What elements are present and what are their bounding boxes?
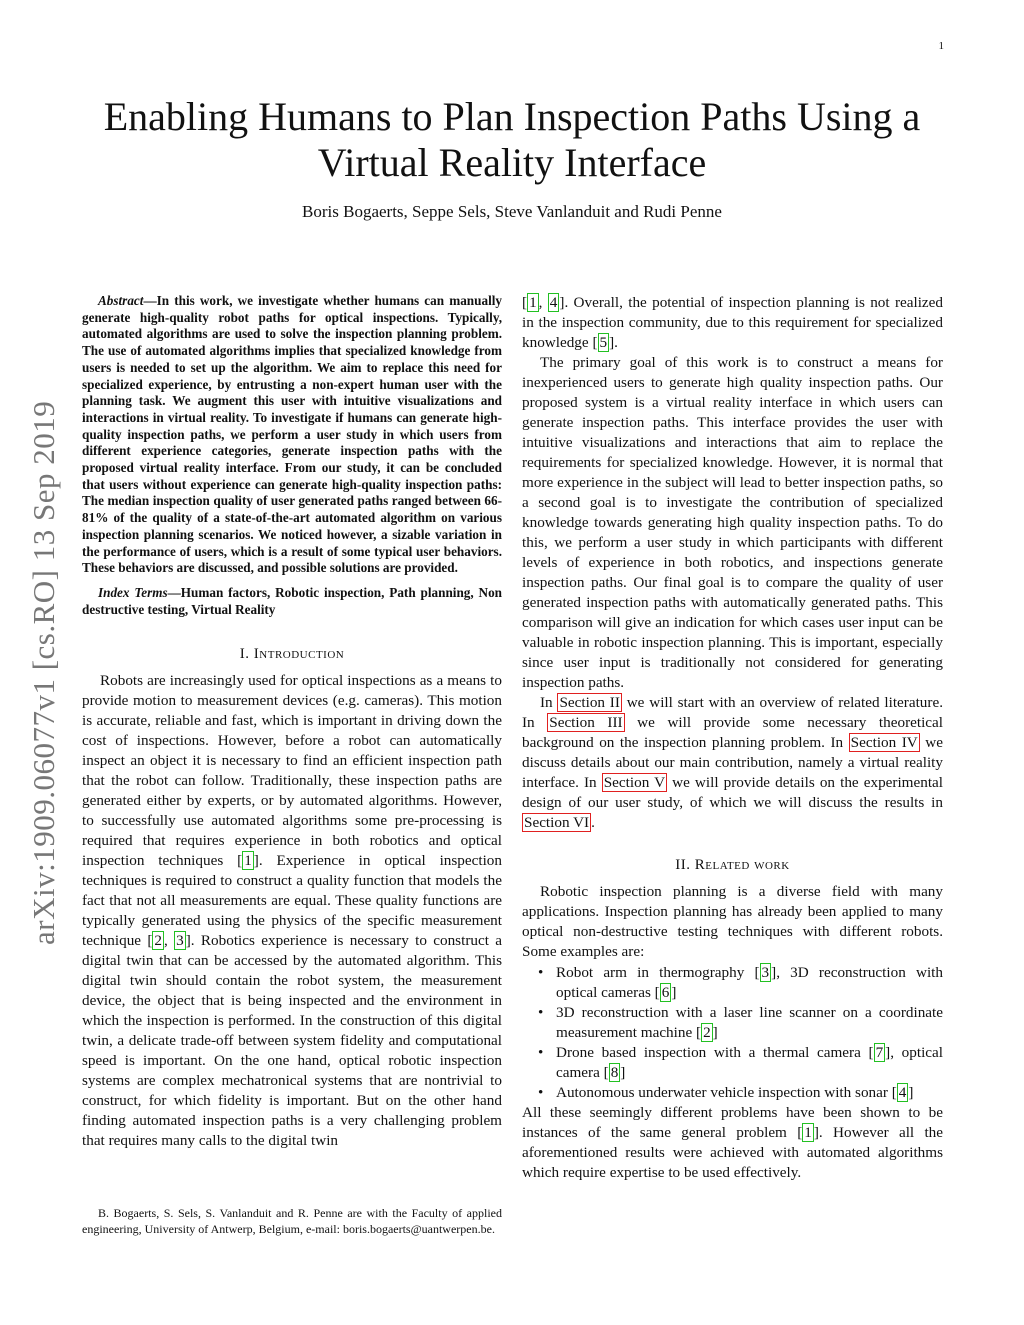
- citation-link[interactable]: 1: [529, 294, 537, 311]
- examples-list: [522, 963, 943, 1103]
- intro-paragraph-1-continued: [ 1 , 4 ]. Overall, the potential of inspection planning is not realized in the inspection community, due to this requirement for specialized knowledge [ 5 ].: [522, 294, 943, 351]
- bullet-icon: •: [538, 1084, 544, 1101]
- text-run: . Overall, the potential of inspection planning is not realized in the inspection community, due to this requirement for specialized knowledge: [522, 294, 943, 351]
- section-link[interactable]: Section II: [559, 694, 620, 711]
- bullet-icon: •: [538, 1044, 544, 1061]
- text-run: we discuss details about our main contribution, namely a virtual reality interface. In: [522, 734, 943, 791]
- arxiv-stamp: arXiv:1909.06077v1 [cs.RO] 13 Sep 2019: [26, 400, 61, 945]
- text-run: we will provide some necessary theoretical background on the inspection planning problem. In: [522, 714, 944, 751]
- section-link[interactable]: Section III: [549, 714, 623, 731]
- text-run: Drone based inspection with a thermal camera: [556, 1044, 869, 1061]
- abstract-label: Abstract: [98, 293, 144, 308]
- index-terms-label: Index Terms: [98, 584, 168, 600]
- page-number: 1: [938, 40, 944, 52]
- section-heading-introduction: [82, 646, 502, 663]
- abstract-text: —In this work, we investigate whether humans can manually generate high-quality robot paths for optical inspections. Typically, automated algorithms are used to solve the inspection planning problem. The use of automated algorithms implies that specialized knowledge from users is needed to set up the algorithm. We aim to replace this need for specialized experience, by entrusting a non-expert human user with the planning task. We augment this user with intuitive visualizations and interactions in virtual reality. To investigate if humans can generate high-quality inspection paths, we perform a user study in which users from different experience categories, generate inspection paths with the proposed virtual reality interface. From our study, it can be concluded that users without experience can generate high-quality inspection paths: The median inspection quality of user generated paths ranged between 66-81% of the quality of a state-of-the-art automated algorithm on various inspection planning scenarios. We noticed however, a sizable variation in the performance of users, which is a result of some typical user behaviors. These behaviors are discussed, and possible solutions are provided.: [82, 293, 502, 576]
- section-link[interactable]: Section IV: [850, 734, 918, 751]
- citation-link[interactable]: 2: [154, 932, 163, 950]
- bullet-icon: •: [538, 1004, 544, 1021]
- citation-link[interactable]: 4: [549, 294, 558, 311]
- title-block: [60, 94, 964, 222]
- text-run: . Experience in optical inspection techniques is required to construct a quality function that models the fact that not all measurements are equal. These quality functions are typically generated using the physics of the specific measurement technique: [82, 852, 502, 950]
- section-link[interactable]: Section VI: [524, 814, 590, 831]
- related-paragraph-1: Robotic inspection planning is a diverse field with many applications. Inspection planning has already been applied to many optical non-destructive testing techniques with different robots. Some examples are:: [522, 883, 943, 960]
- section-heading-related-work: [522, 857, 943, 874]
- text-run: we will provide details on the experimental design of our user study, of which we will discuss the results in: [522, 774, 944, 811]
- section-title: Related work: [694, 857, 790, 873]
- text-run: , 3D reconstruction with optical cameras: [556, 964, 943, 1001]
- text-run: . Robotics experience is necessary to construct a digital twin that can be accessed by the automated algorithm. This digital twin should contain the robot system, the measurement device, the object that is being inspected and the environment in which the inspection is performed. In the construction of this digital twin, a delicate trade-off between system fidelity and computational speed is important. On the one hand, optical robotic inspection systems are complex mechatronical systems that are nontrivial to construct, for which fidelity is important. But on the other hand finding automated inspection paths is a very challenging problem that requires many calls to the digital twin: [82, 932, 502, 1150]
- right-column: [522, 293, 943, 1183]
- text-run: In: [540, 694, 558, 711]
- text-run: , optical camera: [556, 1044, 944, 1081]
- citation-link[interactable]: 1: [804, 1124, 812, 1141]
- text-run: . However all the aforementioned results were achieved with automated algorithms which require expertise to be used effectively.: [522, 1124, 943, 1181]
- text-run: Robots are increasingly used for optical inspections as a means to provide motion to measurement devices (e.g. cameras). This motion is accurate, reliable and fast, which is important in driving down the cost of inspections. However, before a robot can automatically inspect an object it is necessary to find an efficient inspection path that the robot can follow. Traditionally, these inspection paths are generated either by experts, or by automated algorithms. However, to successfully use automated algorithms some pre-processing is required that requires experience in both robotics and optical inspection techniques: [82, 672, 502, 870]
- paper-title: Enabling Humans to Plan Inspection Paths Using a Virtual Reality Interface: [103, 94, 921, 185]
- section-title: Introduction: [253, 646, 345, 663]
- section-link[interactable]: Section V: [603, 774, 666, 791]
- citation-link[interactable]: 1: [244, 852, 252, 870]
- intro-paragraph-2: The primary goal of this work is to construct a means for inexperienced users to generate high quality inspection paths. Our proposed system is a virtual reality interface in which users can generate inspection paths. This interface provides the user with intuitive visualizations and interactions that aim to replace the requirements for specialized knowledge. However, it is normal that more experience in the subject will lead to better inspection paths, so a second goal is to investigate the contribution of specialized knowledge towards generating high quality inspection paths. To do this, we perform a user study in which participants with different levels of experience in both robotics, and inspections generate inspection paths. Our final goal is to compare the quality of user generated inspection paths with automatically generated paths. This comparison will give an indication for which cases user input can be valuable in robotic inspection planning. This is important, especially since user input is traditionally not considered for generating inspection paths.: [522, 354, 943, 691]
- index-terms: [82, 585, 502, 618]
- citation-link[interactable]: 6: [661, 984, 670, 1001]
- intro-paragraph-3: [522, 693, 943, 833]
- author-affiliation-footnote: B. Bogaerts, S. Sels, S. Vanlanduit and R. Penne are with the Faculty of applied engineering, University of Antwerp, Belgium, e-mail: boris.bogaerts@uantwerpen.be.: [82, 1206, 502, 1236]
- text-run: .: [614, 334, 618, 351]
- list-item: • 3D reconstruction with a laser line scanner on a coordinate measurement machine [ 2 ]: [538, 1004, 943, 1041]
- bullet-icon: •: [538, 964, 544, 981]
- citation-link[interactable]: 3: [761, 964, 770, 981]
- list-item: • Autonomous underwater vehicle inspection with sonar [ 4 ]: [538, 1084, 914, 1101]
- text-run: we will start with an overview of related literature. In: [522, 694, 943, 731]
- related-paragraph-2: All these seemingly different problems have been shown to be instances of the same general problem [ 1 ]. However all the aforementioned results were achieved with automated algorithms which require expertise to be used effectively.: [522, 1104, 943, 1181]
- text-run: All these seemingly different problems have been shown to be instances of the same general problem: [522, 1104, 943, 1141]
- text-run: .: [591, 814, 595, 831]
- citation-link[interactable]: 7: [875, 1044, 884, 1061]
- citation-link[interactable]: 2: [703, 1024, 711, 1041]
- abstract: [82, 293, 502, 577]
- citation-link[interactable]: 3: [176, 932, 184, 950]
- list-item: • Robot arm in thermography [ 3 ], 3D reconstruction with optical cameras [ 6 ]: [538, 964, 943, 1001]
- author-list: Boris Bogaerts, Seppe Sels, Steve Vanlanduit and Rudi Penne: [302, 202, 722, 221]
- citation-link[interactable]: 4: [898, 1084, 907, 1101]
- text-run: 3D reconstruction with a laser line scanner on a coordinate measurement machine: [556, 1004, 943, 1041]
- text-run: Autonomous underwater vehicle inspection with sonar: [556, 1084, 892, 1101]
- index-terms-text: —Human factors, Robotic inspection, Path planning, Non destructive testing, Virtual Reality: [82, 584, 502, 617]
- list-item: • Drone based inspection with a thermal camera [ 7 ], optical camera [ 8 ]: [538, 1044, 944, 1081]
- left-column: [82, 293, 502, 1151]
- citation-link[interactable]: 5: [599, 334, 608, 351]
- section-numeral: II.: [675, 857, 691, 873]
- intro-paragraph-1: Robots are increasingly used for optical inspections as a means to provide motion to measurement devices (e.g. cameras). This motion is accurate, reliable and fast, which is important in driving down the cost of inspections. However, before a robot can automatically inspect an object it is necessary to find an efficient inspection path that the robot can follow. Traditionally, these inspection paths are generated either by experts, or by automated algorithms. However, to successfully use automated algorithms some pre-processing is required that requires experience in both robotics and optical inspection techniques [ 1 ]. Experience in optical inspection techniques is required to construct a quality function that models the fact that not all measurements are equal. These quality functions are typically generated using the physics of the specific measurement technique [ 2 , 3 ]. Robotics experience is necessary to construct a digital twin that can be accessed by the automated algorithm. This digital twin should contain the robot system, the measurement device, the object that is being inspected and the environment in which the inspection is performed. In the construction of this digital twin, a delicate trade-off between system fidelity and computational speed is important. On the one hand, optical robotic inspection systems are complex mechatronical systems that are nontrivial to construct, for which fidelity is important. But on the other hand finding automated inspection paths is a very challenging problem that requires many calls to the digital twin: [82, 672, 502, 1150]
- citation-link[interactable]: 8: [610, 1064, 619, 1081]
- section-numeral: I.: [239, 646, 250, 663]
- text-run: Robot arm in thermography: [556, 964, 755, 981]
